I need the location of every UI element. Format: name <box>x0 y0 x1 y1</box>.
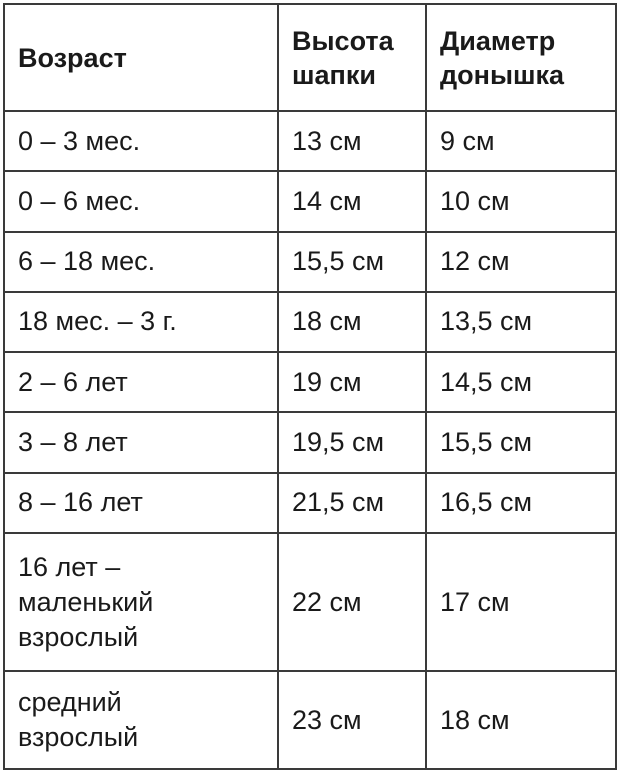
cell-diameter: 14,5 см <box>426 352 616 412</box>
cell-diameter: 17 см <box>426 533 616 672</box>
cell-age: средний взрослый <box>4 671 278 769</box>
cell-diameter: 15,5 см <box>426 412 616 472</box>
header-hat-height: Высота шапки <box>278 4 426 111</box>
table-row <box>4 533 616 672</box>
cell-height: 13 см <box>278 111 426 171</box>
cell-age: 16 лет – маленький взрослый <box>4 533 278 672</box>
cell-height: 22 см <box>278 533 426 672</box>
cell-diameter: 12 см <box>426 232 616 292</box>
table-row <box>4 111 616 171</box>
table-header-row <box>4 4 616 111</box>
cell-age: 0 – 6 мес. <box>4 171 278 231</box>
cell-diameter: 18 см <box>426 671 616 769</box>
cell-height: 14 см <box>278 171 426 231</box>
cell-diameter: 16,5 см <box>426 473 616 533</box>
table-row <box>4 473 616 533</box>
cell-age: 0 – 3 мес. <box>4 111 278 171</box>
header-bottom-diameter: Диаметр донышка <box>426 4 616 111</box>
table-row <box>4 232 616 292</box>
table-row <box>4 412 616 472</box>
cell-age: 2 – 6 лет <box>4 352 278 412</box>
cell-height: 19 см <box>278 352 426 412</box>
cell-diameter: 10 см <box>426 171 616 231</box>
cell-height: 19,5 см <box>278 412 426 472</box>
table-row <box>4 352 616 412</box>
table-row <box>4 292 616 352</box>
cell-diameter: 9 см <box>426 111 616 171</box>
cell-age: 3 – 8 лет <box>4 412 278 472</box>
cell-age: 8 – 16 лет <box>4 473 278 533</box>
cell-height: 23 см <box>278 671 426 769</box>
header-age: Возраст <box>4 4 278 111</box>
cell-diameter: 13,5 см <box>426 292 616 352</box>
cell-height: 18 см <box>278 292 426 352</box>
cell-height: 15,5 см <box>278 232 426 292</box>
cell-height: 21,5 см <box>278 473 426 533</box>
cell-age: 6 – 18 мес. <box>4 232 278 292</box>
hat-size-table <box>3 3 617 770</box>
table-row <box>4 171 616 231</box>
cell-age: 18 мес. – 3 г. <box>4 292 278 352</box>
table-row <box>4 671 616 769</box>
size-table-container <box>3 3 615 770</box>
